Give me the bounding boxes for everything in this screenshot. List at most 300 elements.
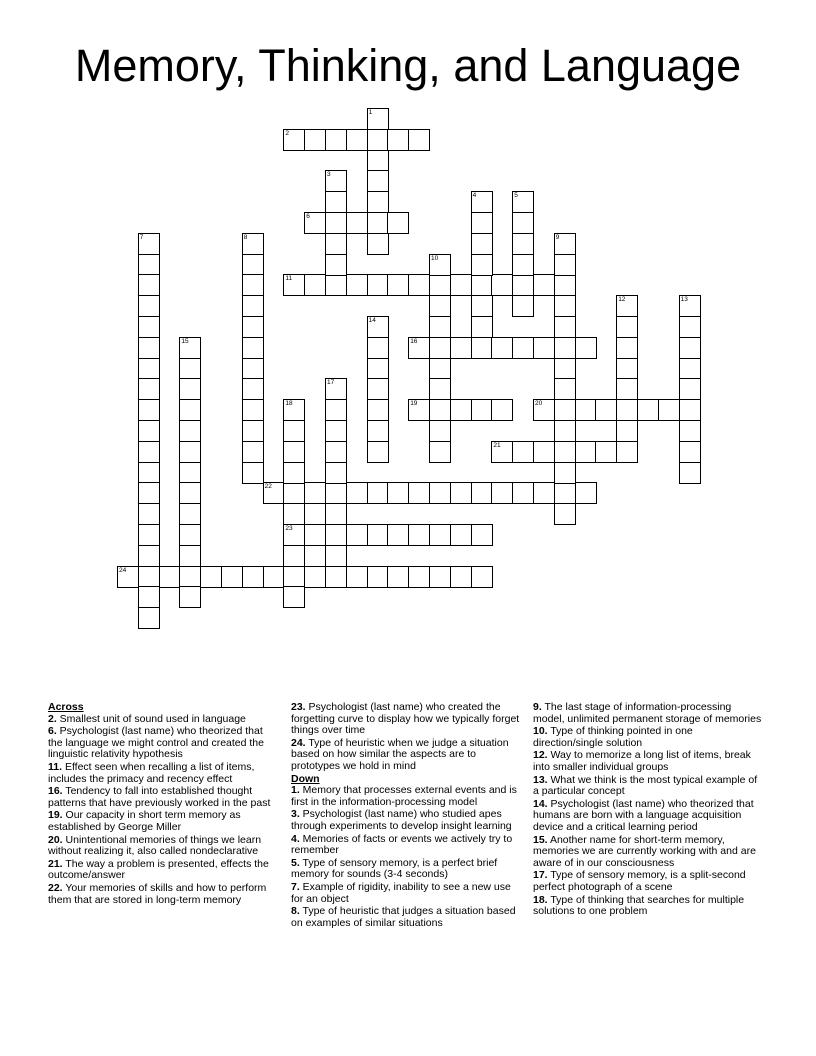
grid-cell[interactable] xyxy=(450,524,472,546)
grid-cell[interactable] xyxy=(367,399,389,421)
grid-cell[interactable] xyxy=(450,274,472,296)
grid-cell[interactable] xyxy=(429,295,451,317)
clue-number-label: 3 xyxy=(327,171,331,179)
grid-cell[interactable] xyxy=(471,524,493,546)
clue-column-1 xyxy=(48,702,278,907)
grid-cell[interactable] xyxy=(346,212,368,234)
grid-cell[interactable] xyxy=(138,586,160,608)
grid-cell[interactable] xyxy=(408,274,430,296)
across-clue xyxy=(291,738,521,773)
clue-number-label: 24 xyxy=(119,566,127,574)
grid-cell[interactable] xyxy=(616,399,638,421)
grid-cell[interactable] xyxy=(533,482,555,504)
grid-cell[interactable] xyxy=(138,503,160,525)
grid-cell[interactable] xyxy=(450,337,472,359)
clue-text: Your memories of skills and how to perform them that are stored in long-term memory xyxy=(48,881,267,906)
grid-cell[interactable] xyxy=(554,254,576,276)
grid-cell[interactable] xyxy=(450,399,472,421)
grid-cell[interactable] xyxy=(179,420,201,442)
grid-cell[interactable] xyxy=(242,274,264,296)
grid-cell[interactable] xyxy=(325,441,347,463)
across-heading: Across xyxy=(48,701,84,713)
down-clue xyxy=(533,870,763,893)
grid-cell[interactable] xyxy=(471,482,493,504)
grid-cell[interactable] xyxy=(429,337,451,359)
clue-number: 14. xyxy=(533,797,548,810)
grid-cell[interactable] xyxy=(325,462,347,484)
grid-cell[interactable] xyxy=(616,358,638,380)
clue-number: 19. xyxy=(48,809,63,822)
grid-cell[interactable] xyxy=(179,399,201,421)
grid-cell[interactable] xyxy=(283,274,305,296)
grid-cell[interactable] xyxy=(138,316,160,338)
grid-cell[interactable] xyxy=(283,586,305,608)
grid-cell[interactable] xyxy=(179,358,201,380)
grid-cell[interactable] xyxy=(387,482,409,504)
grid-cell[interactable] xyxy=(533,274,555,296)
grid-cell[interactable] xyxy=(242,566,264,588)
grid-cell[interactable] xyxy=(554,233,576,255)
clue-text: Psychologist (last name) who theorized that the language we might control and created the linguistic relativity hypothesis xyxy=(48,725,264,761)
down-clue xyxy=(533,726,763,749)
grid-cell[interactable] xyxy=(304,212,326,234)
grid-cell[interactable] xyxy=(325,274,347,296)
grid-cell[interactable] xyxy=(637,399,659,421)
grid-cell[interactable] xyxy=(179,566,201,588)
clue-column-3 xyxy=(533,702,763,919)
down-clue xyxy=(533,750,763,773)
clue-number: 13. xyxy=(533,773,548,786)
grid-cell[interactable] xyxy=(242,420,264,442)
grid-cell[interactable] xyxy=(533,337,555,359)
clue-text: Psychologist (last name) who created the forgetting curve to display how we typically forget things over time xyxy=(291,701,520,737)
grid-cell[interactable] xyxy=(367,108,389,130)
grid-cell[interactable] xyxy=(554,503,576,525)
grid-cell[interactable] xyxy=(242,462,264,484)
clue-number-label: 8 xyxy=(243,233,248,241)
grid-cell[interactable] xyxy=(138,566,160,588)
grid-cell[interactable] xyxy=(554,378,576,400)
down-clue xyxy=(291,882,521,905)
clue-number-label: 21 xyxy=(493,441,501,449)
grid-cell[interactable] xyxy=(367,212,389,234)
grid-cell[interactable] xyxy=(408,566,430,588)
grid-cell[interactable] xyxy=(429,524,451,546)
grid-cell[interactable] xyxy=(471,212,493,234)
clue-text: Memories of facts or events we actively try to remember xyxy=(291,832,513,857)
grid-cell[interactable] xyxy=(179,337,201,359)
grid-cell[interactable] xyxy=(554,399,576,421)
grid-cell[interactable] xyxy=(533,441,555,463)
grid-cell[interactable] xyxy=(283,399,305,421)
down-clue xyxy=(291,809,521,832)
grid-cell[interactable] xyxy=(325,378,347,400)
grid-cell[interactable] xyxy=(512,441,534,463)
across-clue xyxy=(48,859,278,882)
clue-number: 16. xyxy=(48,785,63,798)
down-clue xyxy=(291,906,521,929)
grid-cell[interactable] xyxy=(429,399,451,421)
grid-cell[interactable] xyxy=(512,233,534,255)
grid-cell[interactable] xyxy=(325,212,347,234)
grid-cell[interactable] xyxy=(325,566,347,588)
grid-cell[interactable] xyxy=(346,566,368,588)
grid-cell[interactable] xyxy=(138,399,160,421)
grid-cell[interactable] xyxy=(242,337,264,359)
grid-cell[interactable] xyxy=(429,316,451,338)
grid-cell[interactable] xyxy=(242,399,264,421)
grid-cell[interactable] xyxy=(325,191,347,213)
grid-cell[interactable] xyxy=(367,274,389,296)
grid-cell[interactable] xyxy=(200,566,222,588)
clue-number-label: 9 xyxy=(555,233,560,241)
clue-number: 7. xyxy=(291,880,300,893)
across-clue xyxy=(48,786,278,809)
clue-number: 8. xyxy=(291,905,300,918)
grid-cell[interactable] xyxy=(554,274,576,296)
clue-text: Smallest unit of sound used in language xyxy=(56,712,246,725)
grid-cell[interactable] xyxy=(616,378,638,400)
grid-cell[interactable] xyxy=(408,524,430,546)
grid-cell[interactable] xyxy=(138,337,160,359)
grid-cell[interactable] xyxy=(387,212,409,234)
grid-cell[interactable] xyxy=(471,191,493,213)
grid-cell[interactable] xyxy=(595,441,617,463)
across-clue xyxy=(48,810,278,833)
grid-cell[interactable] xyxy=(554,462,576,484)
grid-cell[interactable] xyxy=(616,441,638,463)
clue-number-label: 6 xyxy=(306,213,310,220)
grid-cell[interactable] xyxy=(367,420,389,442)
grid-cell[interactable] xyxy=(450,566,472,588)
clue-number: 2. xyxy=(48,712,57,725)
grid-cell[interactable] xyxy=(679,295,701,317)
across-clue xyxy=(291,702,521,737)
down-heading: Down xyxy=(291,772,320,785)
grid-cell[interactable] xyxy=(367,378,389,400)
grid-cell[interactable] xyxy=(179,545,201,567)
grid-cell[interactable] xyxy=(283,462,305,484)
clue-number-label: 13 xyxy=(680,296,688,304)
grid-cell[interactable] xyxy=(159,566,181,588)
grid-cell[interactable] xyxy=(138,358,160,380)
grid-cell[interactable] xyxy=(283,482,305,504)
grid-cell[interactable] xyxy=(367,358,389,380)
clue-text: The last stage of information-processing model, unlimited permanent storage of memories xyxy=(533,701,762,725)
grid-cell[interactable] xyxy=(325,482,347,504)
grid-cell[interactable] xyxy=(242,358,264,380)
grid-cell[interactable] xyxy=(138,378,160,400)
grid-cell[interactable] xyxy=(325,170,347,192)
grid-cell[interactable] xyxy=(429,274,451,296)
clue-text: Type of thinking pointed in one direction/single solution xyxy=(533,725,693,749)
grid-cell[interactable] xyxy=(387,274,409,296)
grid-cell[interactable] xyxy=(138,607,160,629)
grid-cell[interactable] xyxy=(346,274,368,296)
grid-cell[interactable] xyxy=(138,482,160,504)
clue-text: Example of rigidity, inability to see a new use for an object xyxy=(291,880,511,905)
grid-cell[interactable] xyxy=(138,545,160,567)
grid-cell[interactable] xyxy=(429,254,451,276)
grid-cell[interactable] xyxy=(179,524,201,546)
down-clue xyxy=(291,834,521,857)
clue-number: 4. xyxy=(291,832,300,845)
grid-cell[interactable] xyxy=(387,566,409,588)
grid-cell[interactable] xyxy=(554,420,576,442)
grid-cell[interactable] xyxy=(512,191,534,213)
clue-number: 18. xyxy=(533,893,548,906)
grid-cell[interactable] xyxy=(429,358,451,380)
across-clue xyxy=(48,883,278,906)
grid-cell[interactable] xyxy=(367,150,389,172)
grid-cell[interactable] xyxy=(242,254,264,276)
grid-cell[interactable] xyxy=(346,129,368,151)
down-clue xyxy=(291,858,521,881)
grid-cell[interactable] xyxy=(138,295,160,317)
grid-cell[interactable] xyxy=(554,316,576,338)
grid-cell[interactable] xyxy=(679,420,701,442)
grid-cell[interactable] xyxy=(616,295,638,317)
clue-text: Our capacity in short term memory as established by George Miller xyxy=(48,809,241,833)
grid-cell[interactable] xyxy=(325,254,347,276)
grid-cell[interactable] xyxy=(491,441,513,463)
grid-cell[interactable] xyxy=(679,462,701,484)
grid-cell[interactable] xyxy=(387,129,409,151)
grid-cell[interactable] xyxy=(575,482,597,504)
grid-cell[interactable] xyxy=(242,441,264,463)
grid-cell[interactable] xyxy=(283,545,305,567)
grid-cell[interactable] xyxy=(263,482,285,504)
grid-cell[interactable] xyxy=(179,462,201,484)
clue-number-label: 4 xyxy=(472,192,477,200)
grid-cell[interactable] xyxy=(325,545,347,567)
grid-cell[interactable] xyxy=(679,399,701,421)
grid-cell[interactable] xyxy=(679,337,701,359)
grid-cell[interactable] xyxy=(429,420,451,442)
clue-number-label: 12 xyxy=(618,296,626,304)
grid-cell[interactable] xyxy=(471,233,493,255)
clue-number-label: 5 xyxy=(514,192,518,200)
grid-cell[interactable] xyxy=(554,295,576,317)
grid-cell[interactable] xyxy=(179,482,201,504)
grid-cell[interactable] xyxy=(471,566,493,588)
grid-cell[interactable] xyxy=(346,482,368,504)
grid-cell[interactable] xyxy=(575,441,597,463)
grid-cell[interactable] xyxy=(242,378,264,400)
grid-cell[interactable] xyxy=(387,524,409,546)
grid-cell[interactable] xyxy=(512,337,534,359)
grid-cell[interactable] xyxy=(242,316,264,338)
grid-cell[interactable] xyxy=(221,566,243,588)
grid-cell[interactable] xyxy=(367,129,389,151)
grid-cell[interactable] xyxy=(679,441,701,463)
clue-number: 10. xyxy=(533,725,548,738)
grid-cell[interactable] xyxy=(616,337,638,359)
down-clue xyxy=(533,895,763,918)
grid-cell[interactable] xyxy=(283,524,305,546)
grid-cell[interactable] xyxy=(367,441,389,463)
grid-cell[interactable] xyxy=(471,254,493,276)
grid-cell[interactable] xyxy=(450,482,472,504)
clue-text: Tendency to fall into established thought patterns that have previously worked in the past xyxy=(48,785,271,809)
clue-number: 12. xyxy=(533,749,548,762)
grid-cell[interactable] xyxy=(138,233,160,255)
clue-number-label: 11 xyxy=(285,275,293,283)
down-clue xyxy=(533,775,763,798)
grid-cell[interactable] xyxy=(242,295,264,317)
grid-cell[interactable] xyxy=(679,378,701,400)
grid-cell[interactable] xyxy=(179,503,201,525)
across-clue xyxy=(48,714,278,726)
grid-cell[interactable] xyxy=(304,274,326,296)
across-clue xyxy=(48,726,278,761)
grid-cell[interactable] xyxy=(512,212,534,234)
grid-cell[interactable] xyxy=(408,129,430,151)
clue-text: The way a problem is presented, effects the outcome/answer xyxy=(48,857,269,882)
clue-number-label: 1 xyxy=(368,109,373,116)
grid-cell[interactable] xyxy=(575,399,597,421)
grid-cell[interactable] xyxy=(679,358,701,380)
grid-cell[interactable] xyxy=(138,420,160,442)
clue-number: 20. xyxy=(48,833,63,846)
grid-cell[interactable] xyxy=(679,316,701,338)
clue-number: 15. xyxy=(533,833,548,846)
clue-number: 17. xyxy=(533,869,548,882)
grid-cell[interactable] xyxy=(554,482,576,504)
clue-number-label: 19 xyxy=(410,400,418,408)
grid-cell[interactable] xyxy=(367,170,389,192)
grid-cell[interactable] xyxy=(429,566,451,588)
clue-number-label: 10 xyxy=(431,254,439,262)
grid-cell[interactable] xyxy=(367,337,389,359)
clue-text: Another name for short-term memory, memories we are currently working with and are aware of in our consciousness xyxy=(533,833,756,869)
grid-cell[interactable] xyxy=(304,129,326,151)
grid-cell[interactable] xyxy=(325,524,347,546)
grid-cell[interactable] xyxy=(283,566,305,588)
grid-cell[interactable] xyxy=(408,337,430,359)
clue-number-label: 2 xyxy=(285,129,290,137)
clue-number: 3. xyxy=(291,808,300,821)
grid-cell[interactable] xyxy=(512,274,534,296)
grid-cell[interactable] xyxy=(346,524,368,546)
grid-cell[interactable] xyxy=(304,524,326,546)
grid-cell[interactable] xyxy=(325,129,347,151)
clue-number: 11. xyxy=(48,760,63,773)
grid-cell[interactable] xyxy=(325,503,347,525)
grid-cell[interactable] xyxy=(138,274,160,296)
grid-cell[interactable] xyxy=(471,274,493,296)
grid-cell[interactable] xyxy=(575,337,597,359)
grid-cell[interactable] xyxy=(471,399,493,421)
grid-cell[interactable] xyxy=(408,482,430,504)
grid-cell[interactable] xyxy=(325,420,347,442)
grid-cell[interactable] xyxy=(471,316,493,338)
grid-cell[interactable] xyxy=(367,566,389,588)
clue-number-label: 23 xyxy=(285,525,293,532)
grid-cell[interactable] xyxy=(304,482,326,504)
grid-cell[interactable] xyxy=(491,274,513,296)
grid-cell[interactable] xyxy=(179,441,201,463)
grid-cell[interactable] xyxy=(138,524,160,546)
across-clue xyxy=(48,762,278,785)
clue-number: 9. xyxy=(533,701,542,713)
grid-cell[interactable] xyxy=(138,441,160,463)
grid-cell[interactable] xyxy=(179,378,201,400)
clue-text: Psychologist (last name) who theorized that humans are born with a language acquisition device and a critical learning period xyxy=(533,797,754,833)
grid-cell[interactable] xyxy=(263,566,285,588)
grid-cell[interactable] xyxy=(471,295,493,317)
grid-cell[interactable] xyxy=(491,482,513,504)
grid-cell[interactable] xyxy=(242,233,264,255)
grid-cell[interactable] xyxy=(283,441,305,463)
grid-cell[interactable] xyxy=(117,566,139,588)
clue-text: Memory that processes external events and is first in the information-processing model xyxy=(291,784,517,808)
grid-cell[interactable] xyxy=(283,129,305,151)
clue-number: 21. xyxy=(48,857,63,870)
grid-cell[interactable] xyxy=(554,441,576,463)
grid-cell[interactable] xyxy=(304,566,326,588)
grid-cell[interactable] xyxy=(429,482,451,504)
clue-text: Way to memorize a long list of items, break into smaller individual groups xyxy=(533,749,751,773)
grid-cell[interactable] xyxy=(325,233,347,255)
grid-cell[interactable] xyxy=(616,420,638,442)
grid-cell[interactable] xyxy=(512,482,534,504)
clue-number-label: 14 xyxy=(368,317,376,324)
clue-text: Type of heuristic that judges a situation based on examples of similar situations xyxy=(291,905,516,929)
grid-cell[interactable] xyxy=(283,503,305,525)
clue-number-label: 7 xyxy=(139,233,144,241)
clue-number-label: 22 xyxy=(264,483,272,491)
grid-cell[interactable] xyxy=(429,378,451,400)
grid-cell[interactable] xyxy=(429,441,451,463)
grid-cell[interactable] xyxy=(325,399,347,421)
grid-cell[interactable] xyxy=(512,254,534,276)
grid-cell[interactable] xyxy=(367,524,389,546)
grid-cell[interactable] xyxy=(554,358,576,380)
grid-cell[interactable] xyxy=(408,399,430,421)
clue-text: Type of thinking that searches for multiple solutions to one problem xyxy=(533,893,745,918)
clue-text: Effect seen when recalling a list of items, includes the primacy and recency effect xyxy=(48,760,255,785)
grid-cell[interactable] xyxy=(616,316,638,338)
grid-cell[interactable] xyxy=(283,420,305,442)
grid-cell[interactable] xyxy=(554,337,576,359)
grid-cell[interactable] xyxy=(595,399,617,421)
clue-number: 5. xyxy=(291,856,300,869)
clue-text: Type of heuristic when we judge a situation based on how similar the aspects are to prototypes we hold in mind xyxy=(291,736,509,772)
clue-number-label: 17 xyxy=(327,379,335,387)
clue-text: What we think is the most typical example of a particular concept xyxy=(533,773,758,798)
grid-cell[interactable] xyxy=(471,337,493,359)
down-clue xyxy=(533,702,763,725)
grid-cell[interactable] xyxy=(533,399,555,421)
grid-cell[interactable] xyxy=(491,337,513,359)
grid-cell[interactable] xyxy=(367,233,389,255)
grid-cell[interactable] xyxy=(367,482,389,504)
clue-number: 1. xyxy=(291,784,300,797)
grid-cell[interactable] xyxy=(138,462,160,484)
down-clue xyxy=(533,799,763,834)
grid-cell[interactable] xyxy=(179,586,201,608)
clue-column-2 xyxy=(291,702,521,930)
grid-cell[interactable] xyxy=(658,399,680,421)
grid-cell[interactable] xyxy=(367,316,389,338)
grid-cell[interactable] xyxy=(512,295,534,317)
grid-cell[interactable] xyxy=(367,191,389,213)
clue-number: 6. xyxy=(48,725,57,738)
clue-text: Type of sensory memory, is a split-second perfect photograph of a scene xyxy=(533,869,746,893)
grid-cell[interactable] xyxy=(138,254,160,276)
grid-cell[interactable] xyxy=(491,399,513,421)
